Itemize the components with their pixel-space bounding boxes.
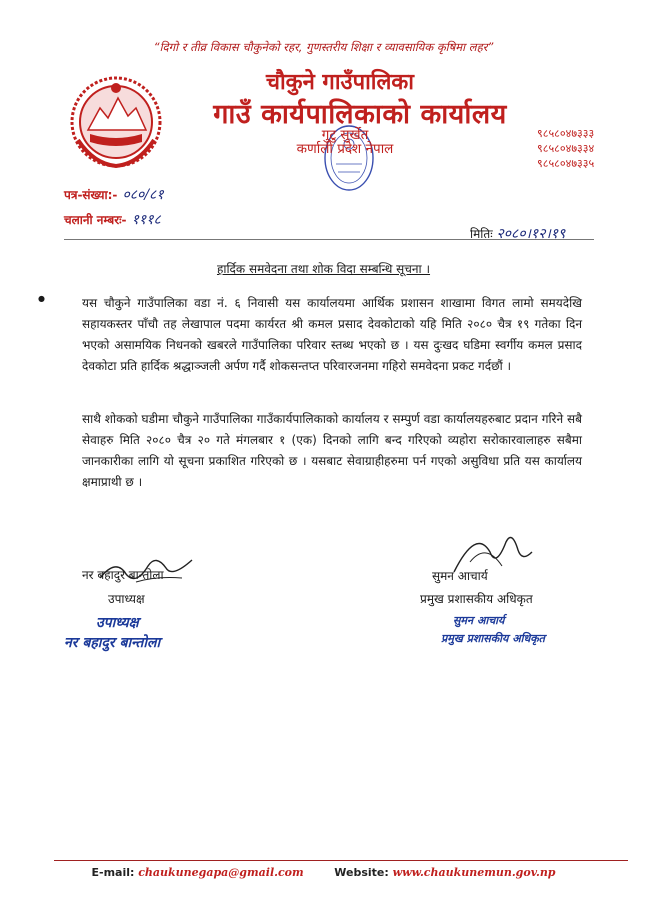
stamp-left-name: नर बहादुर बान्तोला [64, 635, 161, 651]
email-link[interactable]: chaukunegapa@gmail.com [138, 866, 304, 879]
phone-number: ९८५८०४७३३३ [537, 127, 595, 140]
stamp-right-name: सुमन आचार्य [453, 614, 505, 627]
slogan: “दिगो र तीव्र विकास चौकुनेको रहर, गुणस्तरीय शिक्षा र व्यावसायिक कृषिमा लहर” [153, 40, 494, 54]
office-name: चौकुने गाउँपालिका [266, 70, 414, 95]
emblem-logo [64, 68, 168, 176]
body-paragraph-2: साथै शोकको घडीमा चौकुने गाउँपालिका गाउँकार्यपालिकाको कार्यालय र सम्पुर्ण वडा कार्यालयहरुबाट प्रदान गरिने सबै सेवाहरु मिति २०८० चैत्र २० गते मंगलबार १ (एक) दिनको लागि बन्द गरिएको व्यहोरा सरोकारवालाहरु सबैमा जानकारीका लागि यो सूचना प्रकाशित गरिएको छ । यसबाट सेवाग्राहीहरुमा पर्न गएको असुविधा प्रति यस कार्यालय क्षमाप्राथी छ । [82, 412, 582, 489]
dispatch-number [64, 209, 161, 229]
subject-line: हार्दिक समवेदना तथा शोक विदा सम्बन्धि सूचना । [216, 262, 431, 276]
office-address [290, 128, 400, 156]
date-label: मितिः [470, 227, 493, 241]
website-label: Website: [334, 866, 389, 879]
signatory-left-post: उपाध्यक्ष [108, 592, 145, 606]
letter-number [64, 184, 164, 204]
website-link[interactable]: www.chaukunemun.gov.np [392, 866, 556, 879]
stamp-right-post: प्रमुख प्रशासकीय अधिकृत [441, 632, 545, 645]
footer [0, 866, 647, 879]
phone-number: ९८५८०४७३३५ [537, 156, 595, 170]
header-divider [64, 239, 594, 240]
signatory-right-name: सुमन आचार्य [432, 569, 488, 583]
stamp-left-post: उपाध्यक्ष [96, 615, 139, 631]
phone-number: ९८५८०४७३३४ [537, 141, 595, 155]
address-line-1: गुटु सुर्खेत [321, 127, 369, 143]
email-label: E-mail: [91, 866, 135, 879]
dispatch-number-label: चलानी नम्बरः- [64, 213, 127, 227]
office-main-title: गाउँ कार्यपालिकाको कार्यालय [213, 99, 507, 130]
signatory-right-post: प्रमुख प्रशासकीय अधिकृत [420, 592, 533, 606]
letter-number-label: पत्र-संख्या:- [64, 188, 118, 202]
dispatch-number-value: १११८ [131, 212, 161, 228]
body-paragraph-1: यस चौकुने गाउँपालिका वडा नं. ६ निवासी यस कार्यालयमा आर्थिक प्रशासन शाखामा विगत लामो समयदेखि सहायकस्तर पाँचौ तह लेखापाल पदमा कार्यरत श्री कमल प्रसाद देवकोटाको यहि मिति २०८० चैत्र १९ गतेका दिन भएको असामयिक निधनको खबरले गाउँपालिका परिवार स्तब्ध भएको छ । यस दुःखद घडिमा स्वर्गीय कमल प्रसाद देवकोटा प्रति हार्दिक श्रद्धाञ्जली अर्पण गर्दै शोकसन्तप्त परिवारजनमा गहिरो समवेदना प्रकट गर्दछौं । [82, 296, 583, 373]
date [470, 224, 565, 243]
address-line-2: कर्णाली प्रदेश नेपाल [296, 141, 394, 158]
footer-divider [54, 860, 628, 861]
phone-list [537, 127, 594, 172]
signatory-left-name: नर बहादुर बान्तोला [82, 568, 164, 582]
margin-dot: ● [38, 294, 45, 303]
letter-number-value: ०८०/८१ [122, 187, 164, 203]
date-value: २०८०।१२।१९ [496, 226, 566, 242]
